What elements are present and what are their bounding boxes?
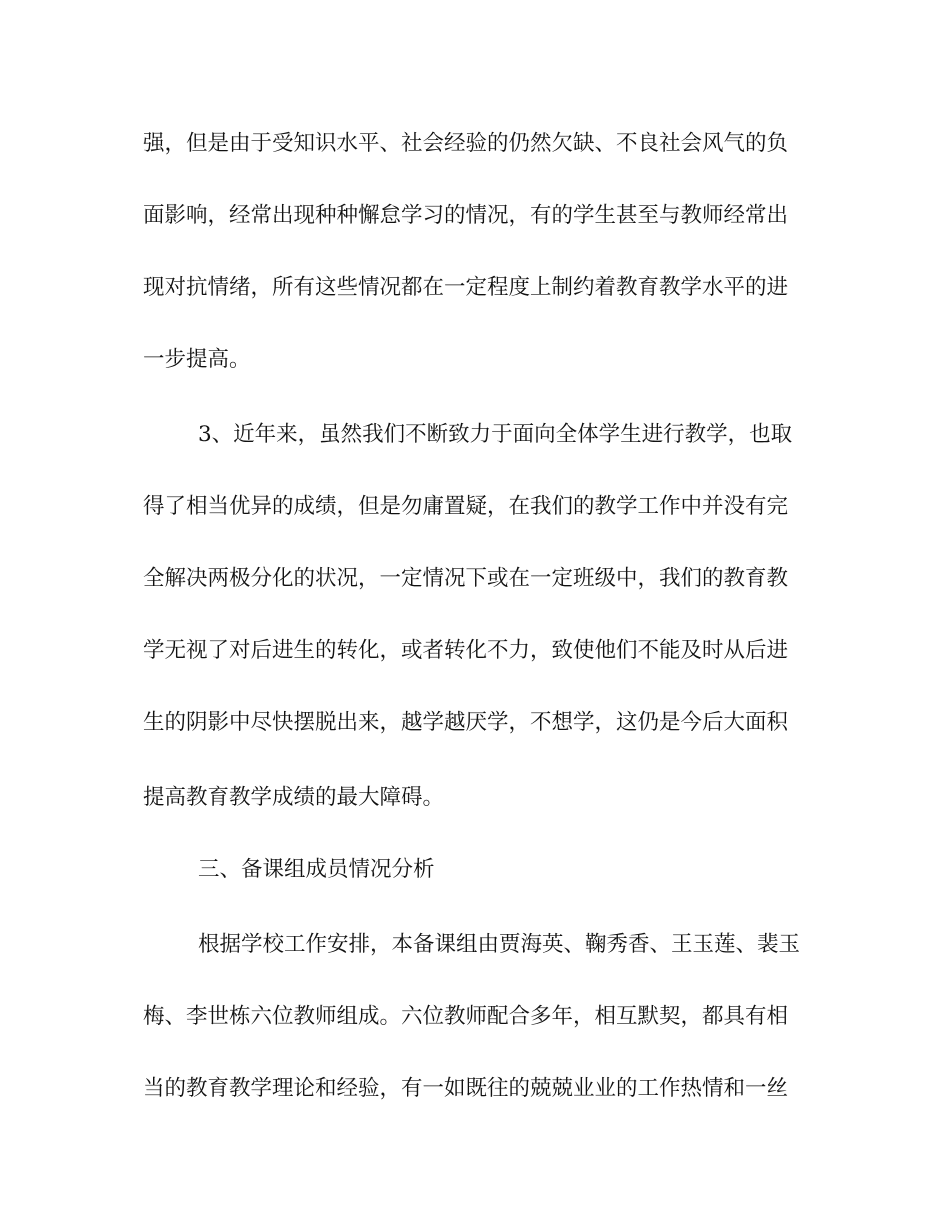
- section-heading: 三、备课组成员情况分析: [198, 857, 435, 882]
- paragraph-line: 一步提高。: [143, 347, 251, 372]
- paragraph-line: 学无视了对后进生的转化，或者转化不力，致使他们不能及时从后进: [143, 638, 789, 663]
- paragraph-line: 3、近年来，虽然我们不断致力于面向全体学生进行教学，也取: [198, 422, 793, 447]
- paragraph-line: 全解决两极分化的状况，一定情况下或在一定班级中，我们的教育教: [143, 566, 789, 591]
- paragraph-line: 强，但是由于受知识水平、社会经验的仍然欠缺、不良社会风气的负: [143, 131, 789, 156]
- paragraph-line: 生的阴影中尽快摆脱出来，越学越厌学，不想学，这仍是今后大面积: [143, 710, 789, 735]
- paragraph-line: 根据学校工作安排，本备课组由贾海英、鞠秀香、王玉莲、裴玉: [198, 932, 801, 957]
- paragraph-line: 面影响，经常出现种种懈怠学习的情况，有的学生甚至与教师经常出: [143, 203, 789, 228]
- paragraph-line: 当的教育教学理论和经验，有一如既往的兢兢业业的工作热情和一丝: [143, 1076, 789, 1101]
- paragraph-line: 得了相当优异的成绩，但是勿庸置疑，在我们的教学工作中并没有完: [143, 494, 789, 519]
- paragraph-line: 提高教育教学成绩的最大障碍。: [143, 785, 445, 810]
- paragraph-line: 梅、李世栋六位教师组成。六位教师配合多年，相互默契，都具有相: [143, 1004, 789, 1029]
- paragraph-line: 现对抗情绪，所有这些情况都在一定程度上制约着教育教学水平的进: [143, 275, 789, 300]
